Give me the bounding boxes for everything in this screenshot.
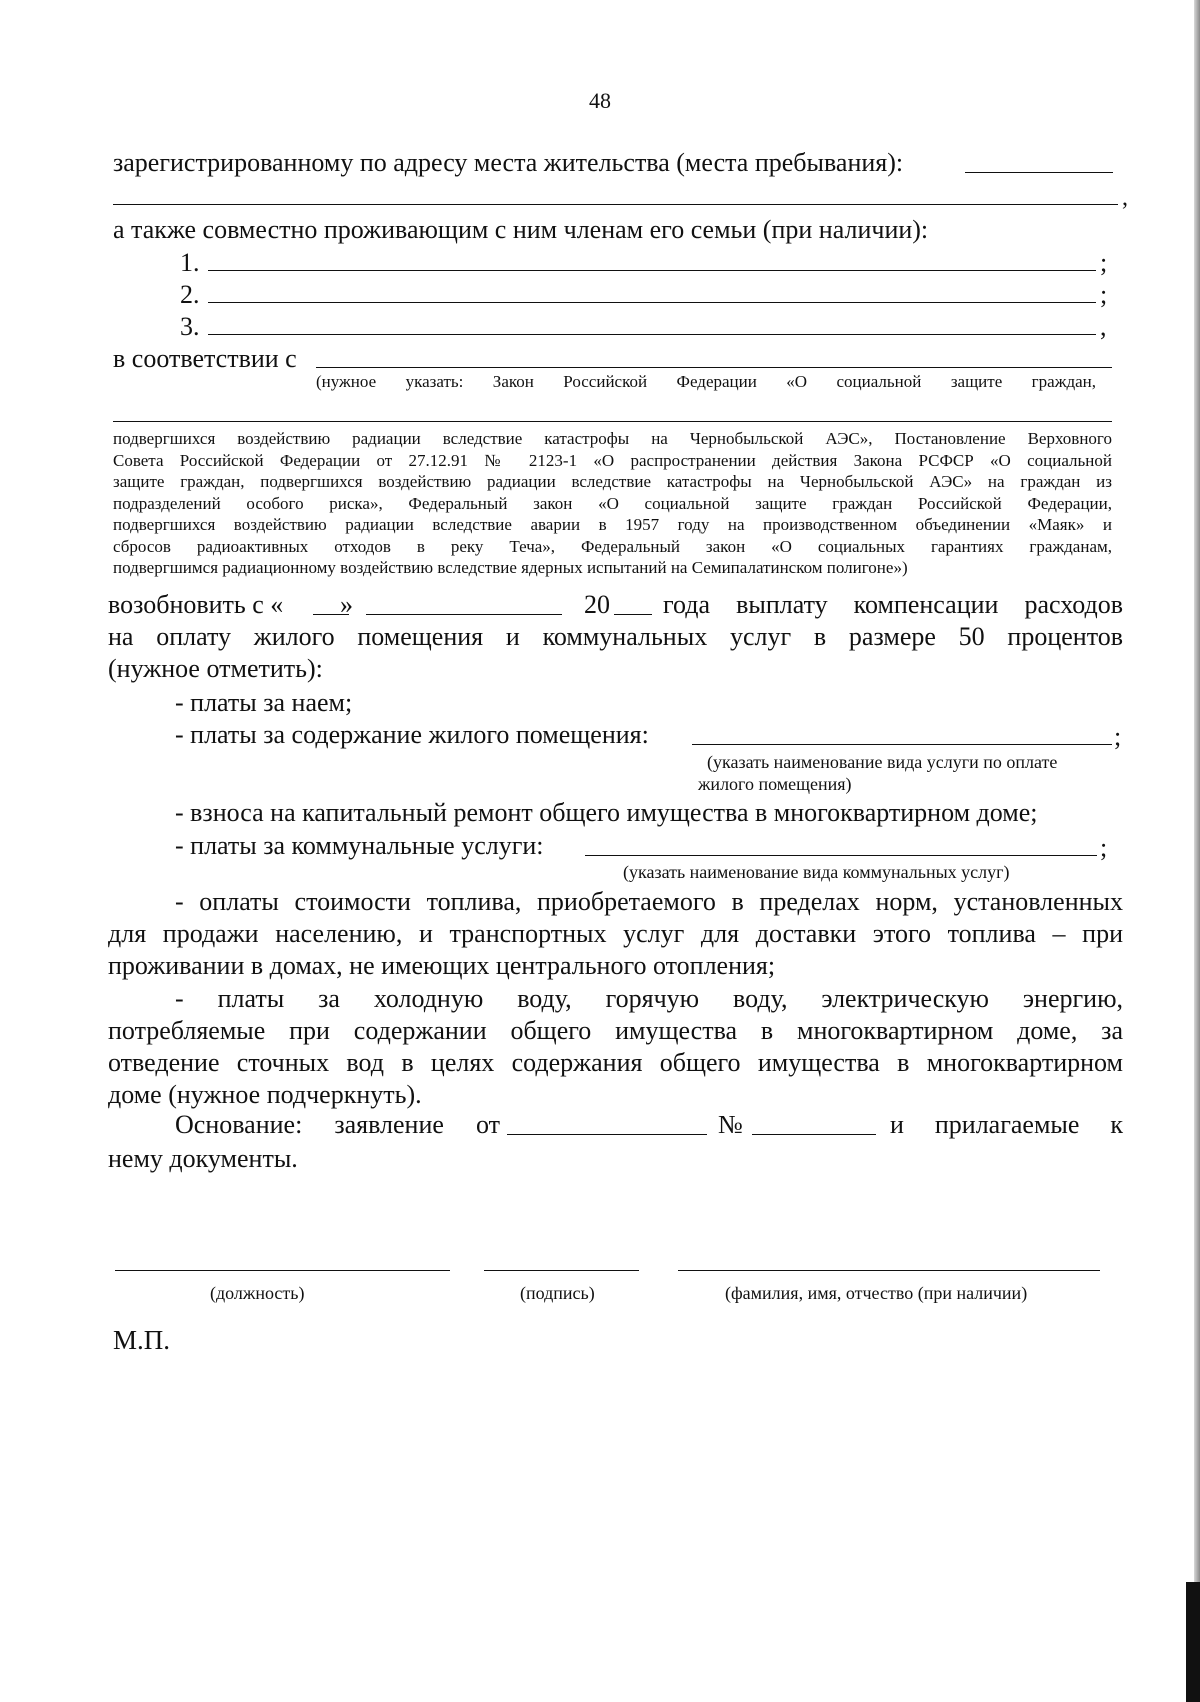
address-label: зарегистрированному по адресу места жительства (места пребывания): [113,148,904,177]
accordance-label: в соответствии с [113,344,297,373]
accordance-hint-row: защите граждан, подвергшихся воздействию радиации вследствие катастрофы на Чернобыльской АЭС» на граждан из [113,472,1112,491]
payment-capital-repair: - взноса на капитальный ремонт общего имущества в многоквартирном доме; [175,798,1038,827]
resume-month-field[interactable] [366,614,562,615]
address-line-end: , [1122,185,1128,211]
payment-maintenance-hint-2: жилого помещения) [698,774,852,794]
accordance-hint-row: сбросов радиоактивных отходов в реку Теча», Федеральный закон «О социальных гарантиях гражданам, [113,536,1112,556]
resume-prefix: возобновить с « [108,590,284,619]
family-member-field-3[interactable] [208,334,1096,335]
scan-edge-mark [1186,1582,1200,1702]
accordance-hint-row: Совета Российской Федерации от 27.12.91 № 2123-1 «О распространении действия Закона РСФСР «О социальной [113,450,1112,470]
basis-suffix: и прилагаемые к [890,1110,1123,1139]
family-member-field-2[interactable] [208,302,1096,303]
signature-sign-label: (подпись) [520,1283,595,1303]
family-member-end-2: ; [1100,280,1108,309]
page-number: 48 [589,88,611,113]
payment-utilities-end: ; [1100,833,1108,862]
payment-fuel-last: проживании в домах, не имеющих центрального отопления; [108,951,776,980]
payment-water-row: отведение сточных вод в целях содержания общего имущества в многоквартирном [108,1048,1123,1077]
accordance-hint-first: (нужное указать: Закон Российской Федерации «О социальной защите граждан, [316,372,1096,391]
payment-fuel-row: для продажи населению, и транспортных услуг для доставки этого топлива – при [108,919,1123,948]
accordance-hint-row: подвергшихся воздействию радиации вследствие аварии в 1957 году на производственном объединении «Маяк» и [113,515,1112,534]
payment-utilities: - платы за коммунальные услуги: [175,831,544,860]
family-member-number-2: 2. [180,280,200,309]
accordance-field-continued[interactable] [113,421,1112,422]
family-member-field-1[interactable] [208,270,1096,271]
payment-water [108,983,1123,1111]
resume-year-field[interactable] [614,614,652,615]
scan-edge [1194,0,1200,1702]
accordance-hint [113,428,1112,579]
address-field[interactable] [965,172,1113,173]
payment-rent: - платы за наем; [175,688,353,717]
stamp-place: М.П. [113,1325,171,1355]
accordance-field[interactable] [316,367,1112,368]
payment-utilities-field[interactable] [585,855,1097,856]
payment-fuel-row: - оплаты стоимости топлива, приобретаемого в пределах норм, установленных [175,887,1123,916]
signature-name-label: (фамилия, имя, отчество (при наличии) [725,1283,1028,1303]
family-label: а также совместно проживающим с ним членам его семьи (при наличии): [113,215,929,244]
accordance-hint-last: подвергшимся радиационному воздействию вследствие ядерных испытаний на Семипалатинском полигоне») [113,558,908,577]
family-member-end-3: , [1100,312,1107,341]
payment-maintenance-end: ; [1114,722,1122,751]
signature-position-label: (должность) [210,1283,305,1303]
signature-name-field[interactable] [678,1270,1100,1271]
basis-number-field[interactable] [752,1134,876,1135]
payment-utilities-hint: (указать наименование вида коммунальных услуг) [623,862,1010,882]
resume-year-prefix: 20 [584,590,610,619]
resume-suffix: года выплату компенсации расходов [663,590,1123,619]
accordance-hint-row: подвергшихся воздействию радиации вследствие катастрофы на Чернобыльской АЭС», Постановление Верховного [113,429,1112,448]
payment-water-last: доме (нужное подчеркнуть). [108,1080,422,1109]
payment-maintenance-field[interactable] [692,744,1112,745]
signature-position-field[interactable] [115,1270,450,1271]
signature-sign-field[interactable] [484,1270,639,1271]
resume-quote-close: » [340,590,353,619]
basis-date-field[interactable] [507,1134,707,1135]
basis-row-2: нему документы. [108,1144,298,1173]
resume-row-3: (нужное отметить): [108,654,323,683]
payment-fuel [108,886,1123,982]
payment-water-row: - платы за холодную воду, горячую воду, электрическую энергию, [175,984,1123,1013]
basis-label: Основание: заявление от [175,1110,500,1139]
family-member-number-3: 3. [180,312,200,341]
payment-maintenance: - платы за содержание жилого помещения: [175,720,649,749]
family-member-end-1: ; [1100,248,1108,277]
address-field-continued[interactable] [113,204,1118,205]
basis-number-sign: № [718,1110,743,1139]
family-member-number-1: 1. [180,248,200,277]
accordance-hint-row: подразделений особого риска», Федеральный закон «О социальной защите граждан Российской Федерации, [113,493,1112,513]
payment-water-row: потребляемые при содержании общего имущества в многоквартирном доме, за [108,1016,1123,1045]
resume-row-2: на оплату жилого помещения и коммунальных услуг в размере 50 процентов [108,622,1123,651]
payment-maintenance-hint-1: (указать наименование вида услуги по оплате [707,752,1058,772]
